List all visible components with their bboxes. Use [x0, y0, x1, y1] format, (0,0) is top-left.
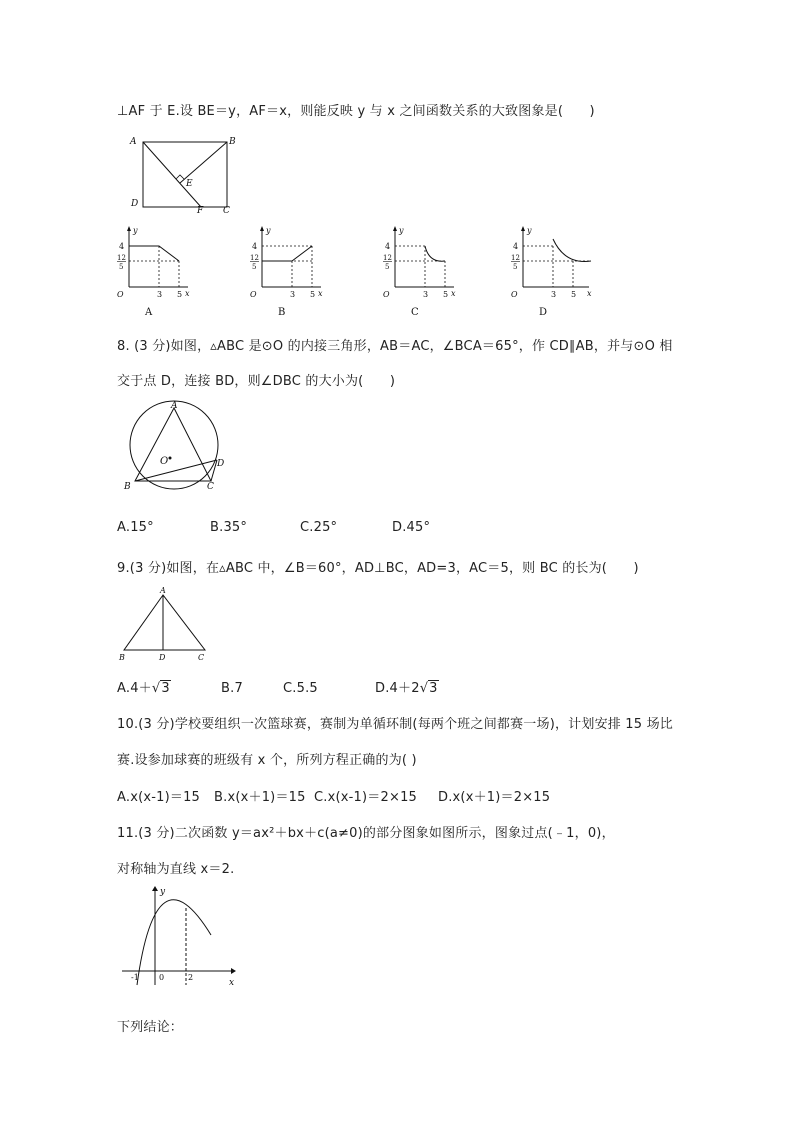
q9-label-c: C [198, 653, 205, 662]
function-curve [553, 239, 591, 262]
q7-graph-b[interactable] [248, 225, 328, 320]
x-axis-label: x [587, 289, 592, 298]
q8-line1: 8. (3 分)如图，▵ABC 是⊙O 的内接三角形，AB＝AC，∠BCA＝65°，作 CD∥AB，并与⊙O 相 [117, 339, 673, 354]
q9-option-a-radicand: 3 [161, 681, 170, 696]
q10-line1: 10.(3 分)学校要组织一次篮球赛，赛制为单循环制(每两个班之间都赛一场)，计划安排 15 场比 [117, 717, 673, 732]
q9-label-a: A [160, 586, 166, 595]
q11-axis-x: x [229, 978, 235, 988]
y-axis-arrow [521, 226, 525, 231]
q7-graph-d[interactable] [509, 225, 594, 320]
q7-label-b: B [229, 137, 236, 147]
x-tick-5: 5 [310, 290, 316, 299]
x-tick-5: 5 [177, 290, 183, 299]
q7-rectangle-figure [125, 132, 240, 217]
q11-parabola-figure [117, 885, 242, 990]
q8-label-a: A [171, 401, 178, 411]
y-tick-frac-den: 5 [119, 263, 124, 271]
x-tick-3: 3 [423, 290, 429, 299]
q11-line2: 对称轴为直线 x＝2. [117, 862, 235, 877]
q8-circle-figure [118, 398, 233, 493]
y-axis-label: y [266, 226, 271, 235]
origin-label: O [117, 290, 124, 299]
y-axis-label: y [527, 226, 532, 235]
y-tick-4: 4 [252, 242, 258, 251]
q11-line1: 11.(3 分)二次函数 y＝ax²＋bx＋c(a≠0)的部分图象如图所示，图象过点(﹣1，0)， [117, 826, 615, 841]
y-axis-label: y [399, 226, 404, 235]
y-tick-4: 4 [513, 242, 519, 251]
q10-line2: 赛.设参加球赛的班级有 x 个，所列方程正确的为( ) [117, 753, 417, 768]
y-tick-frac-num: 12 [250, 254, 259, 262]
q8-label-o: O [160, 456, 169, 467]
y-axis-arrow [393, 226, 397, 231]
q10-option-b[interactable]: B.x(x＋1)＝15 [214, 790, 306, 805]
q10-option-a[interactable]: A.x(x-1)＝15 [117, 790, 201, 805]
q7-label-c: C [223, 206, 230, 216]
q9-option-d-prefix: D.4＋2 [375, 681, 420, 696]
option-letter: D [539, 307, 548, 318]
x-tick-3: 3 [551, 290, 557, 299]
y-tick-4: 4 [385, 242, 391, 251]
option-letter: C [411, 307, 419, 318]
q8-option-d[interactable]: D.45° [392, 520, 431, 535]
q8-line2: 交于点 D，连接 BD，则∠DBC 的大小为( ) [117, 374, 396, 389]
q8-label-b: B [124, 482, 131, 492]
q10-option-d[interactable]: D.x(x＋1)＝2×15 [438, 790, 551, 805]
y-tick-frac-den: 5 [385, 263, 390, 271]
sqrt-icon: √3 [419, 681, 438, 696]
q10-options [117, 786, 550, 805]
q10-option-c[interactable]: C.x(x-1)＝2×15 [314, 790, 418, 805]
q9-option-b[interactable]: B.7 [221, 681, 243, 696]
q9-option-c[interactable]: C.5.5 [283, 681, 318, 696]
q9-label-b: B [119, 653, 125, 662]
y-tick-frac-num: 12 [383, 254, 392, 262]
x-tick-3: 3 [157, 290, 163, 299]
x-tick-5: 5 [571, 290, 577, 299]
q8-label-c: C [207, 482, 214, 492]
x-axis-label: x [185, 289, 190, 298]
q9-line1: 9.(3 分)如图，在▵ABC 中，∠B＝60°，AD⊥BC，AD=3，AC＝5，则 BC 的长为( ) [117, 561, 639, 576]
q7-graph-c[interactable] [381, 225, 461, 320]
q8-option-c[interactable]: C.25° [300, 520, 338, 535]
q9-option-d-radicand: 3 [429, 681, 438, 696]
q7-text: ⊥AF 于 E.设 BE＝y，AF＝x，则能反映 y 与 x 之间函数关系的大致图象是( ) [117, 104, 595, 119]
function-curve [129, 246, 179, 261]
q7-label-a: A [130, 137, 137, 147]
x-tick-3: 3 [290, 290, 296, 299]
q8-option-b[interactable]: B.35° [210, 520, 248, 535]
function-curve [425, 246, 445, 261]
y-axis-arrow [127, 226, 131, 231]
q7-label-e: E [186, 179, 193, 189]
q7-label-d: D [131, 199, 139, 209]
y-tick-frac-num: 12 [117, 254, 126, 262]
y-tick-frac-num: 12 [511, 254, 520, 262]
origin-label: O [250, 290, 257, 299]
q9-option-a[interactable] [117, 677, 221, 696]
q11-label-two: 2 [188, 973, 194, 982]
y-axis-label: y [133, 226, 138, 235]
x-axis-label: x [318, 289, 323, 298]
q9-triangle-figure [118, 585, 213, 663]
q9-option-a-prefix: A.4＋ [117, 681, 152, 696]
sqrt-icon: √3 [151, 681, 170, 696]
y-tick-4: 4 [119, 242, 125, 251]
q11-label-neg1: -1 [131, 973, 139, 982]
y-axis-arrow [260, 226, 264, 231]
q9-option-d[interactable] [375, 677, 439, 696]
q9-options [117, 677, 439, 696]
q11-footer: 下列结论： [117, 1020, 184, 1035]
option-letter: B [278, 307, 286, 318]
q8-option-a[interactable]: A.15° [117, 520, 154, 535]
q9-label-d: D [159, 653, 166, 662]
q11-label-zero: 0 [159, 973, 165, 982]
origin-label: O [383, 290, 390, 299]
y-tick-frac-den: 5 [513, 263, 518, 271]
x-axis-label: x [451, 289, 456, 298]
q8-options [117, 520, 430, 535]
q11-axis-y: y [160, 887, 166, 897]
option-letter: A [145, 307, 153, 318]
q8-label-d: D [217, 459, 225, 469]
q7-graph-a[interactable] [115, 225, 195, 320]
function-curve [262, 246, 312, 261]
x-tick-5: 5 [443, 290, 449, 299]
y-tick-frac-den: 5 [252, 263, 257, 271]
origin-label: O [511, 290, 518, 299]
q7-label-f: F [197, 206, 204, 216]
